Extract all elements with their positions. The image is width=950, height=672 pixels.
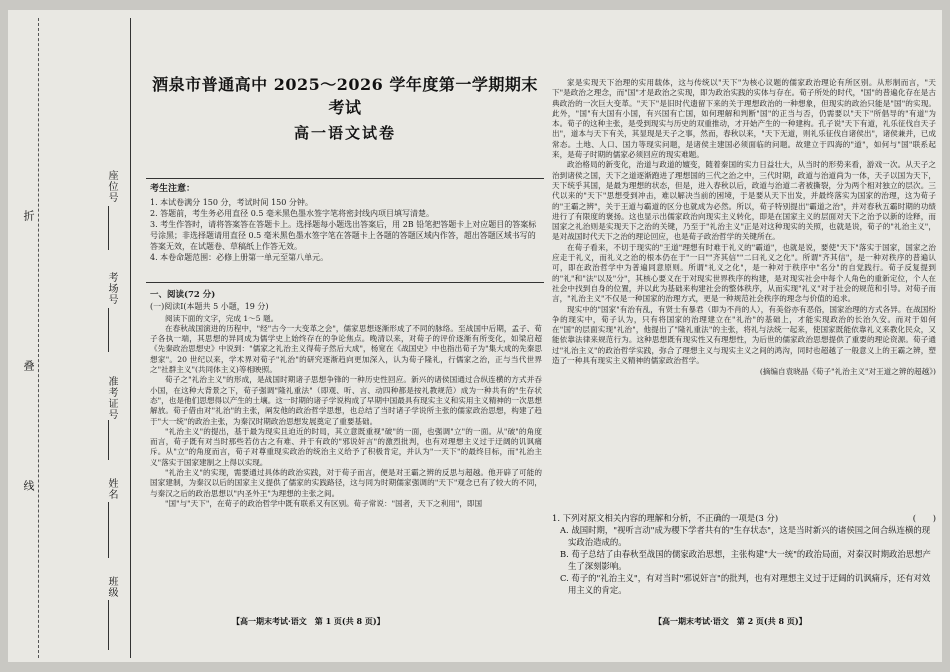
fold-line [38,18,39,658]
exam-title: 酒泉市普通高中 2025～2026 学年度第一学期期末考试 [152,75,538,117]
margin-line [130,18,131,658]
notice-item: 3. 考生作答时，请将答案答在答题卡上。选择题每小题选出答案后，用 2B 铅笔把答题卡上对应题目的答案标号涂黑；非选择题请用直径 0.5 毫米黑色墨水签字笔在答题卡上各题的答题区域内作答，超出答题区域书写的答案无效，在试题卷、草稿纸上作答无效。 [150,220,537,251]
notice-item: 4. 本卷命题范围：必修上册第一单元至第八单元。 [150,253,329,262]
passage-paragraph: 现实中的"国家"有治有乱，有贤士有暴君（即为不肖的人），有美俗亦有恶俗，国家治理的方式各异。在战国纷争的现实中，荀子认为，只有将国家的治理建立在"礼治"的基础上，才能实现政治的长治久安。而对于如何在"国"的层面实现"礼治"，他提出了"隆礼重法"的主张，将礼与法统一起来，使国家既能依靠礼义来教化民众，又能依靠法律来规范行为。这种思想既有现实性又有理想性，为后世的儒家政治思想提供了重要的理论资源。荀子通过"礼治主义"的政治哲学实践，弥合了理想主义与现实主义之间的鸿沟，同时也超越了一般意义上的王霸之辨，塑造了一种具有现实主义精神的儒家政治哲学。 [552,304,936,366]
instruction: 阅读下面的文字，完成 1～5 题。 [165,313,279,323]
notice-item: 2. 答题前，考生务必用直径 0.5 毫米黑色墨水签字笔将密封线内项目填写清楚。 [150,209,434,218]
page-footer: 【高一期末考试·语文 第 1 页(共 8 页)】 [232,616,385,626]
reading-passage [150,290,542,509]
divider [146,282,544,283]
subject-title: 高一语文试卷 [293,124,396,142]
class-field [108,600,109,650]
room-number-field [108,308,109,352]
name-field [108,502,109,558]
passage-paragraph: 政治格局的新变化，治道与政道的嬗变，随着秦国的实力日益壮大，从当时的形势来看，游戏一次。从天子之治到诸侯之国，天下之道逐渐跑进了理想国的三代之治之中，三代时期，政道与治道尚为一体，天子以国为天下，天下统乎其国，是最为理想的状态，但是，进入春秋以后，政道与治道二者被撕裂，分为两个相对独立的层次。三代以来的"天下"思想受到冲击，难以解决当前的困境，于是要从天下出发，并最终落实为国家的治理，这为荀子的"王霸之辨"，关于王道与霸道的区分也就成为必然。所以，荀子特别提出"霸道之治"，并对春秋五霸时期的功绩进行了有限度的褒扬。这也显示出儒家政治向现实主义转化，即是在国家主义的层面对天下之治予以新的诠释，而国家之礼治则是实现天下之治的关键，乃至于"礼治主义"正是对这种现实的关照，也就是说，荀子的"礼治主义"，是对战国时代天下之治的理论回应，也是荀子政治哲学的关键所在。 [552,160,936,242]
divider [146,178,544,179]
cut-label: 折 [22,210,35,221]
answer-paren: ( ) [912,513,936,523]
binding-gutter [8,10,136,662]
exam-notice [150,184,542,263]
source-citation: (摘编自袁晓晶《荀子"礼治主义"对王道之辨的超越》) [759,367,936,377]
page-footer: 【高一期末考试·语文 第 2 页(共 8 页)】 [654,616,807,626]
admission-number-label: 准考证号 [106,376,117,420]
passage-paragraph: "礼治主义"的实现，需要通过具体的政治实践，对于荀子而言，便是对王霸之辨的反思与超越。他开辟了可能的国家建制，为秦汉以后的国家主义提供了儒家的实践路径，这与同为时期儒家强调的"天下"观念已有了较大的不同，与秦汉之后的政治思想以"内圣外王"为理想的主张之间。 [150,468,542,498]
seat-number-field [108,206,109,250]
question-1 [552,512,936,596]
exam-sheet [8,10,942,662]
question-stem [552,512,936,524]
notice-heading: 考生注意： [150,184,196,194]
seat-number-label: 座位号 [106,170,117,203]
class-label: 班级 [106,576,117,598]
option-b: B. 荀子总结了由春秋至战国的儒家政治思想，主张构建"大一统"的政治局面，对秦汉时期政治思想产生了深刻影响。 [560,549,931,571]
notice-item: 1. 本试卷满分 150 分，考试时间 150 分钟。 [150,198,313,207]
subsection-heading: (一)阅读Ⅰ(本题共 5 小题，19 分) [150,302,269,312]
option-a: A. 战国时期，"视听言动"成为稷下学者共有的"生存状态"，这是当时新兴的诸侯国之间合纵连横的现实政治造成的。 [560,525,931,547]
option-c: C. 荀子的"礼治主义"，有对当时"邪说奸言"的批判，也有对理想主义过于迂阔的讥讽痛斥，还有对效用主义的肯定。 [560,573,931,595]
passage-paragraph: 家是实现天下治理的实用载体，这与传统以"天下"为核心议题的儒家政治理论有所区别。从形制而言，"天下"是政治之理念，而"国"才是政治之实现，即为政治实践的实体与存在。荀子所处的时代，"国"的普遍化存在是古典政治的一次巨大变革。"天下"是旧时代遗留下来的关于理想政治的一种想象，但现实的政治只能是"国"的实现。此外，"国"有大国有小国，有兴国有亡国，如何理解和判断"国"的正当与否，仍需要以"天下"所倡导的"有道"为本。荀子的这种主张，是受到现实与历史的双重推动，才开始产生的一种建构。孔子说"天下有道，礼乐征伐自天子出"，道本与天下有关，其显现是天子之事，然而，春秋以来，"天下无道，则礼乐征伐自诸侯出"，诸侯兼并，已成常态。土地、人口、国力等现实问题，是诸侯主建国必须面临的问题。故建立于四海的"道"，如何与"国"联系起来，是荀子时期的儒家必须回应的现实难题。 [552,78,936,160]
passage-paragraph: "礼治主义"的提出，基于最为现实且迫近的时局，其立意既重视"破"的一面，也强调"立"的一面。从"破"的角度而言，荀子既有对当时那些若仿古之有难、并于有政的"邪说奸言"的激烈批判，也有对理想主义过于迂阔的讥讽痛斥。从"立"的角度而言，荀子对尊重现实政治的统治主义给予了积极肯定，并认为"一天下"的最终目标，而"礼治主义"落实于国家建制之上得以实现。 [150,426,542,467]
passage-paragraph: 荀子之"礼治主义"的形成，是战国时期诸子思想争锋的一种历史性回应。新兴的诸侯国通过合纵连横的方式并吞小国，在这种大背景之下，荀子强调"隆礼重法"（即观、听、言、动四种都是按礼教规范）成为一种共有的"生存状态"，也是他们思想得以产生的土壤。这一时期的诸子学说构成了早期中国最具有现实主义和实用主义精神的一次思想解放。荀子借由对"礼治"的主张，阐发他的政治哲学思想，也总结了当时诸子学说所主张的儒家政治思想，构建了趋于"大一统"的政治主张，为秦汉时期政治思想发展奠定了重要基础。 [150,375,542,426]
section-heading: 一、阅读(72 分) [150,290,216,300]
admission-number-field [108,420,109,460]
room-number-label: 考场号 [106,272,117,305]
name-label: 姓名 [106,478,117,500]
passage-paragraph: 在春秋战国演进的历程中，"经"古今一大变革之会"，儒家思想逐渐形成了不同的脉络。至战国中后期，孟子、荀子各执一端，其思想的异同成为儒学史上始终存在的争论焦点。晚清以来，对荀子的评价逐渐有所变化，如梁启超《先秦政治思想史》中说到："儒家之礼治主义得荀子然后大成"，杨宽在《战国史》中也指出荀子为"集大成的先秦思想家"。20 世纪以来，学术界对荀子"礼治"的研究逐渐趋向更加深入，认为荀子隆礼，行儒家之治，正与当代世界之"社群主义"(共同体主义)等相映照。 [150,323,542,375]
question-text: 1. 下列对原文相关内容的理解和分析，不正确的一项是(3 分) [552,513,779,523]
reading-passage-continued [552,78,936,378]
passage-paragraph: 在荀子看来，不切于现实的"王道"理想有时难于礼义的"霸道"，也就是说，要使"天下"落实于国家，国家之治应走于礼义，而礼义之治的根本仍在于"一曰""齐其信""二曰礼义之化"。所谓"齐其信"，是一种对秩序的普遍认可，即在政治哲学中为普遍同意原则。所谓"礼义之化"，是一种对于秩序中"名分"的自觉践行。荀子反复提到的"礼"和"法"以及"分"，其核心要义在于对现实世界秩序的构建，是对现实社会中每个人角色的重新定位，个人在社会中找到自身的位置，并以此为基础来构建社会的整体秩序，从而实现"礼义"对于社会的规范和引导。对荀子而言，"礼治主义"不仅是一种国家的治理方式，更是一种规范社会秩序的理念与价值的追求。 [552,242,936,304]
passage-paragraph: "国"与"天下"，在荀子的政治哲学中既有联系又有区别。荀子常说："国者，天下之利用"，即国 [165,498,483,508]
cut-label: 叠 [22,360,35,371]
cut-label: 线 [22,480,35,491]
